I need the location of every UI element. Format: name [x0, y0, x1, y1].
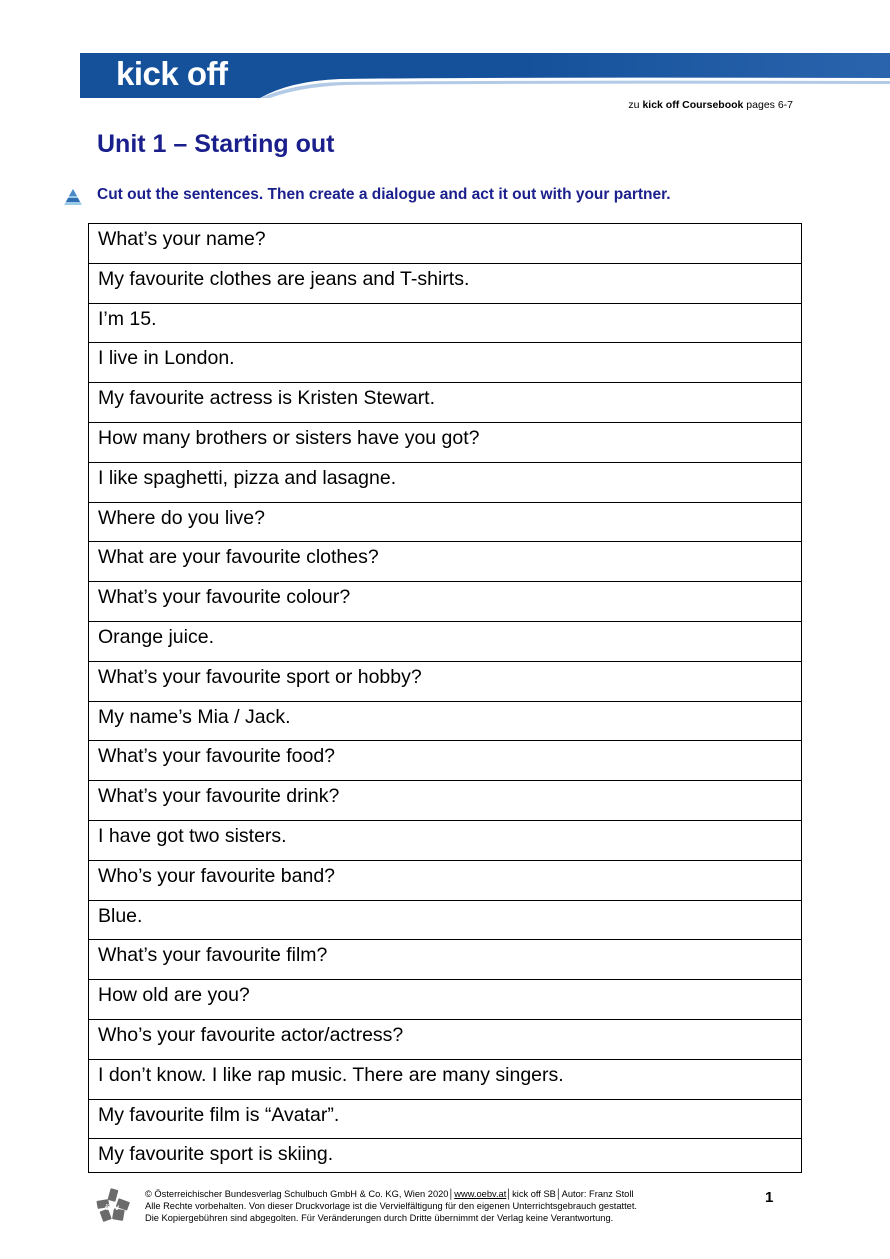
copyright-line-2: Alle Rechte vorbehalten. Von dieser Druckvorlage ist die Vervielfältigung für den eigenen Unterrichtsgebrauch gestattet. [145, 1201, 637, 1212]
sentence-row: Where do you live? [89, 503, 801, 543]
sentence-table [88, 223, 802, 1173]
sentence-row: What’s your favourite food? [89, 741, 801, 781]
reference-prefix: zu [628, 99, 640, 111]
kick-off-banner [80, 53, 890, 98]
copyright-notice [145, 1188, 637, 1225]
sentence-row: I have got two sisters. [89, 821, 801, 861]
page-number: 1 [765, 1189, 774, 1206]
oebv-logo-icon [96, 1188, 130, 1222]
page-title: Unit 1 – Starting out [97, 130, 335, 158]
sentence-row: What’s your favourite colour? [89, 582, 801, 622]
copyright-line-1: © Österreichischer Bundesverlag Schulbuch GmbH & Co. KG, Wien 2020│www.oebv.at│kick off SB│Autor: Franz Stoll [145, 1189, 634, 1199]
sentence-row: My name’s Mia / Jack. [89, 702, 801, 742]
publisher-link[interactable]: www.oebv.at [454, 1189, 507, 1199]
sentence-row: I’m 15. [89, 304, 801, 344]
sentence-row: Blue. [89, 901, 801, 941]
coursebook-reference [628, 99, 793, 111]
kick-off-logo: kick off [116, 55, 228, 92]
reference-pages: pages 6-7 [746, 99, 793, 111]
sentence-row: What’s your favourite drink? [89, 781, 801, 821]
sentence-row: What’s your name? [89, 224, 801, 264]
task-triangle-icon [63, 188, 83, 206]
sentence-row: What are your favourite clothes? [89, 542, 801, 582]
sentence-row: My favourite clothes are jeans and T-shirts. [89, 264, 801, 304]
sentence-row: Who’s your favourite band? [89, 861, 801, 901]
svg-text:öbv: öbv [104, 1203, 120, 1212]
sentence-row: I don’t know. I like rap music. There are many singers. [89, 1060, 801, 1100]
sentence-row: I live in London. [89, 343, 801, 383]
sentence-row: How many brothers or sisters have you got? [89, 423, 801, 463]
instruction-text: Cut out the sentences. Then create a dialogue and act it out with your partner. [97, 186, 671, 203]
sentence-row: My favourite sport is skiing. [98, 1143, 334, 1166]
sentence-row: How old are you? [89, 980, 801, 1020]
sentence-row: My favourite film is “Avatar”. [89, 1100, 801, 1140]
sentence-row: What’s your favourite sport or hobby? [89, 662, 801, 702]
sentence-row: My favourite actress is Kristen Stewart. [89, 383, 801, 423]
sentence-row: Orange juice. [89, 622, 801, 662]
sentence-row: I like spaghetti, pizza and lasagne. [89, 463, 801, 503]
copyright-line-3: Die Kopiergebühren sind abgegolten. Für Veränderungen durch Dritte übernimmt der Verlag keine Verantwortung. [145, 1213, 614, 1224]
sentence-row: What’s your favourite film? [89, 940, 801, 980]
sentence-row: Who’s your favourite actor/actress? [89, 1020, 801, 1060]
reference-book: kick off Coursebook [642, 99, 744, 111]
